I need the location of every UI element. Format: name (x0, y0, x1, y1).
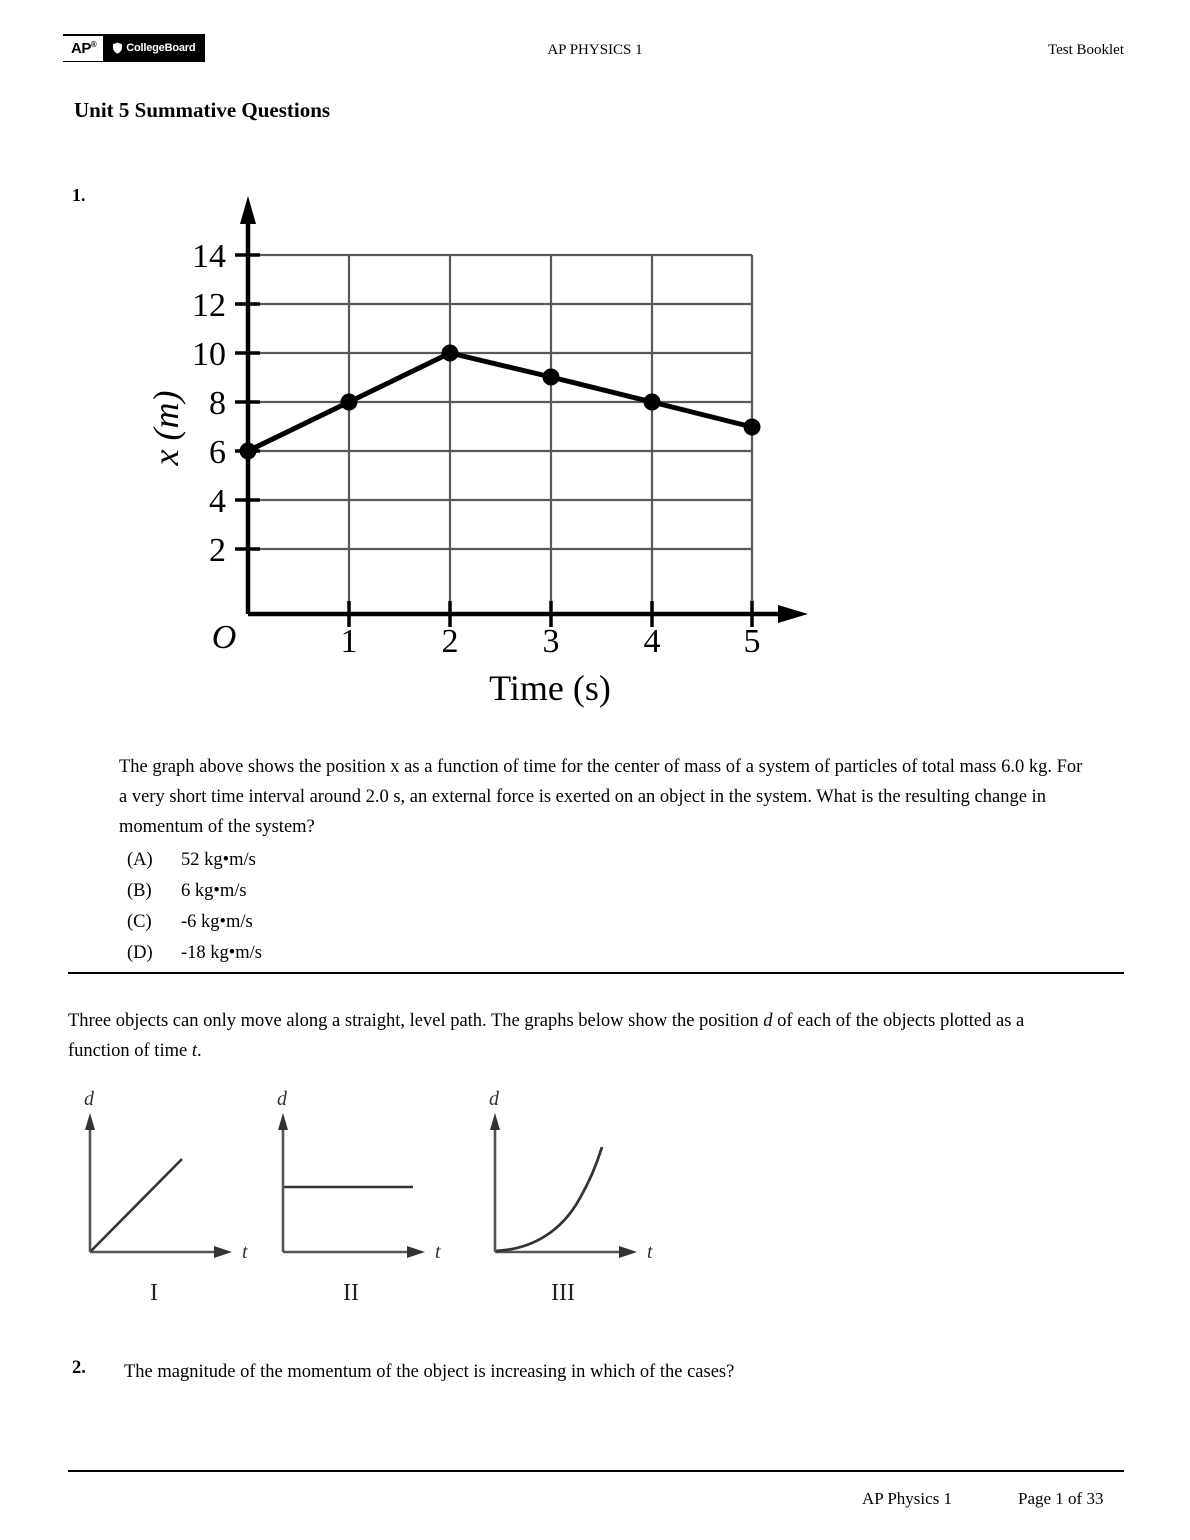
footer-divider (68, 1470, 1124, 1472)
choice-letter: (C) (127, 912, 152, 932)
y-tick-label: 12 (192, 287, 226, 324)
intro-text-part-1: Three objects can only move along a straight, level path. The graphs below show the position (68, 1011, 764, 1031)
choice-text: -6 kg•m/s (181, 912, 253, 932)
mini-chart-3-x-label: t (647, 1241, 653, 1263)
intro-variable-t: t (191, 1041, 197, 1061)
header-exam-title: AP PHYSICS 1 (547, 42, 643, 58)
x-axis-title: Time (s) (489, 668, 611, 708)
x-tick-label: 1 (340, 623, 358, 660)
mini-chart-2-x-label: t (435, 1241, 441, 1263)
mini-chart-1-x-arrowhead (214, 1246, 232, 1258)
position-time-chart-svg (140, 180, 840, 720)
chart-y-axis (235, 196, 260, 614)
data-point (644, 394, 661, 411)
y-tick-labels (192, 238, 226, 569)
intro-text-part-3: . (196, 1041, 202, 1061)
y-tick-label: 14 (192, 238, 226, 275)
mini-chart-3 (489, 1088, 653, 1306)
mini-chart-3-y-arrowhead (490, 1113, 500, 1130)
question-2-intro (68, 1006, 1078, 1066)
question-2-stem: The magnitude of the momentum of the object is increasing in which of the cases? (124, 1362, 735, 1382)
chart-gridlines-horizontal (248, 255, 752, 549)
data-point (341, 394, 358, 411)
mini-chart-3-data-curve (496, 1147, 602, 1251)
page-title: Unit 5 Summative Questions (74, 98, 331, 122)
choice-text: 52 kg•m/s (181, 850, 256, 870)
question-1-number: 1. (72, 185, 86, 205)
chart-x-axis (248, 601, 808, 627)
mini-chart-2-caption: II (343, 1280, 359, 1306)
choice-letter: (D) (127, 943, 153, 963)
choice-option[interactable] (127, 938, 727, 969)
y-tick-label: 6 (209, 434, 226, 471)
page-header (0, 34, 1190, 70)
x-tick-label: 4 (643, 623, 661, 660)
intro-variable-d: d (763, 1011, 773, 1031)
data-point (240, 443, 257, 460)
x-tick-label: 5 (743, 623, 761, 660)
mini-chart-2-y-label: d (277, 1088, 287, 1110)
ap-logo-text: AP (71, 39, 91, 57)
mini-chart-1-y-label: d (84, 1088, 94, 1110)
mini-chart-3-y-label: d (489, 1088, 499, 1110)
question-2-number: 2. (72, 1358, 86, 1378)
question-1-choices (127, 845, 727, 969)
choice-letter: (B) (127, 881, 152, 901)
mini-chart-1 (84, 1088, 248, 1306)
ap-logo-trademark: ® (90, 39, 97, 49)
mini-chart-2-x-arrowhead (407, 1246, 425, 1258)
mini-chart-1-data-line (91, 1159, 182, 1251)
mini-charts-group (70, 1085, 690, 1310)
page-footer (0, 1489, 1190, 1519)
header-booklet-label: Test Booklet (1047, 42, 1124, 58)
x-tick-labels (341, 623, 761, 660)
choice-option[interactable] (127, 845, 727, 876)
footer-course-label: AP Physics 1 (862, 1489, 953, 1508)
collegeboard-text: CollegeBoard (126, 42, 196, 54)
footer-page-number: Page 1 of 33 (1018, 1489, 1104, 1508)
choice-text: 6 kg•m/s (181, 881, 247, 901)
x-axis-arrowhead (778, 605, 808, 623)
y-tick-label: 4 (209, 483, 226, 520)
mini-chart-1-x-label: t (242, 1241, 248, 1263)
choice-option[interactable] (127, 907, 727, 938)
x-tick-label: 3 (542, 623, 560, 660)
mini-chart-1-caption: I (150, 1280, 158, 1306)
y-axis-arrowhead (240, 196, 256, 224)
chart-gridlines-vertical (349, 255, 752, 614)
data-point (442, 345, 459, 362)
y-tick-label: 2 (209, 532, 226, 569)
mini-chart-3-caption: III (551, 1280, 575, 1306)
mini-chart-2-y-arrowhead (278, 1113, 288, 1130)
data-point (543, 369, 560, 386)
y-axis-title: x (m) (146, 390, 186, 466)
x-tick-label: 2 (441, 623, 459, 660)
data-point (744, 419, 761, 436)
mini-chart-1-y-arrowhead (85, 1113, 95, 1130)
origin-label: O (211, 619, 237, 656)
position-time-chart (140, 180, 840, 720)
y-tick-label: 10 (192, 336, 226, 373)
intro-text-part-2: of each of the objects plotted as a function of time (68, 1011, 1025, 1061)
question-1-stem: The graph above shows the position x as a function of time for the center of mass of a system of particles of total mass 6.0 kg. For a very short time interval around 2.0 s, an external force is exerted on an object in the system. What is the resulting change in momentum of the system? (119, 757, 1083, 837)
choice-letter: (A) (127, 850, 153, 870)
mini-chart-2 (277, 1088, 441, 1306)
mini-charts-svg (70, 1085, 690, 1310)
y-tick-label: 8 (209, 385, 226, 422)
mini-chart-3-x-arrowhead (619, 1246, 637, 1258)
choice-option[interactable] (127, 876, 727, 907)
section-divider-1 (68, 972, 1124, 974)
choice-text: -18 kg•m/s (181, 943, 262, 963)
